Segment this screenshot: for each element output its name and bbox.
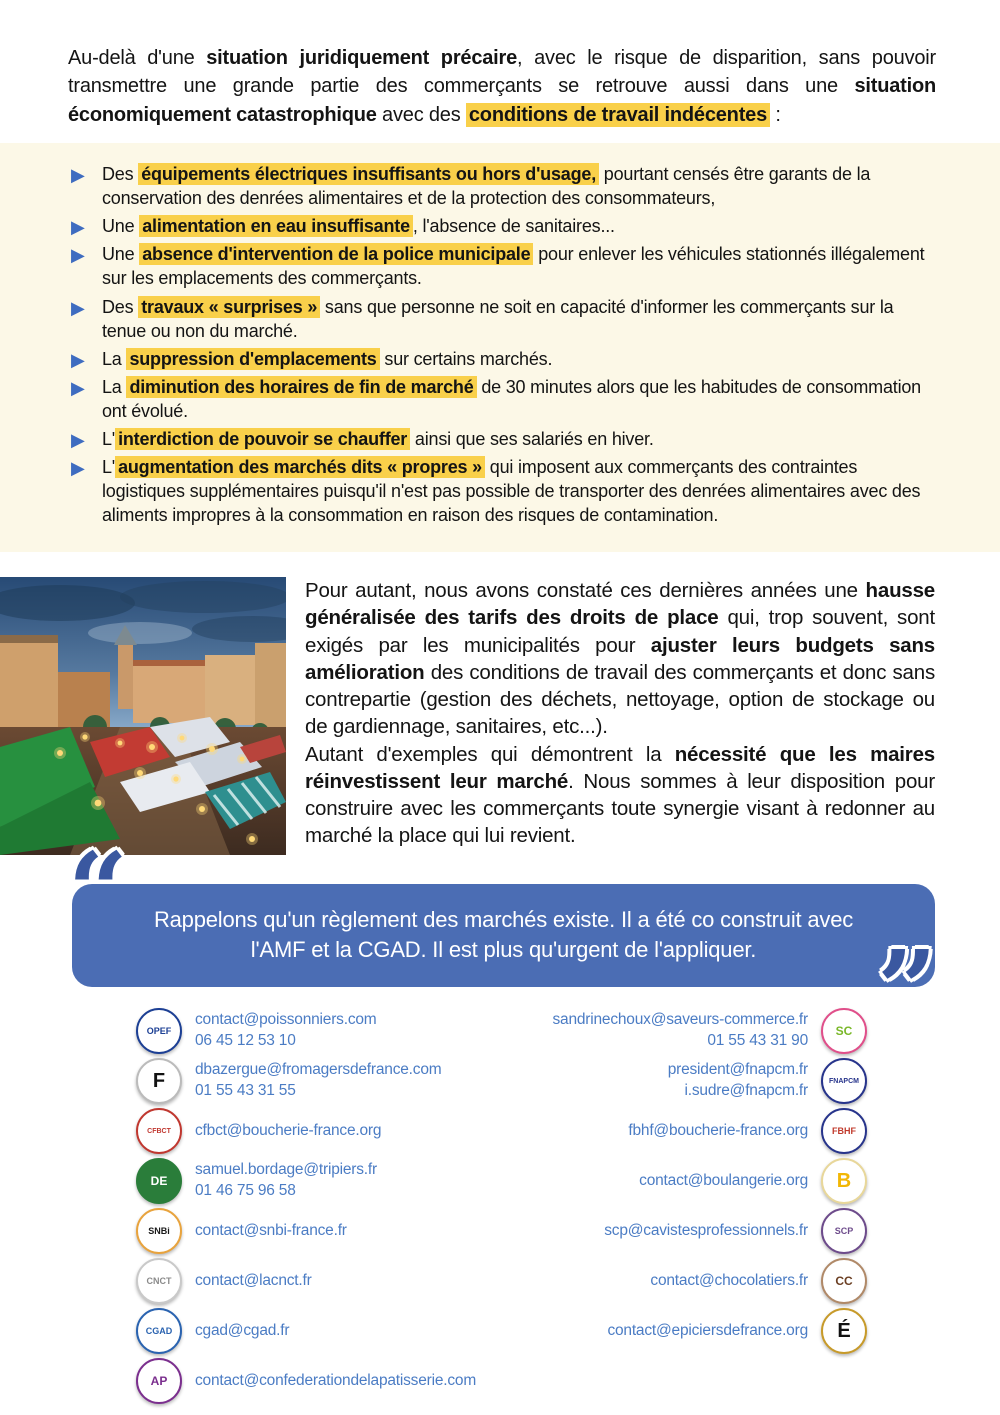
contact-lines bbox=[195, 1371, 476, 1392]
contact-lines bbox=[650, 1271, 808, 1292]
contact-lines bbox=[195, 1121, 381, 1142]
quote-box bbox=[72, 884, 935, 987]
issue-text: L' augmentation des marchés dits « propres » qui imposent aux commerçants des contraintes logistiques supplémentaires puisqu'il n'est pas possible de transporter des denrées alimentaires avec des aliments impropres à la consommation en raison des risques de contamination. bbox=[102, 457, 921, 526]
contact-lines bbox=[639, 1171, 808, 1192]
contact-email[interactable]: i.sudre@fnapcm.fr bbox=[684, 1082, 808, 1099]
contact-row bbox=[136, 1206, 476, 1256]
epiciers-de-france-logo-icon: É bbox=[821, 1308, 867, 1354]
contact-phone: 01 46 75 96 58 bbox=[195, 1182, 296, 1199]
triangle-bullet-icon: ▶ bbox=[71, 349, 85, 370]
contact-email[interactable]: contact@chocolatiers.fr bbox=[650, 1271, 808, 1289]
contact-email[interactable]: contact@lacnct.fr bbox=[195, 1271, 312, 1289]
contacts-left-column bbox=[136, 1006, 476, 1406]
contact-row bbox=[136, 1106, 476, 1156]
issue-item bbox=[71, 295, 936, 343]
contact-row bbox=[136, 1006, 476, 1056]
contact-row bbox=[552, 1306, 867, 1356]
intro-paragraph: Au-delà d'une situation juridiquement précaire, avec le risque de disparition, sans pouvoir transmettre une grande partie des commerçants se retrouve aussi dans une situation économiquement catastrophique avec des conditions de travail indécentes : bbox=[68, 47, 936, 126]
artisan-patissier-de-france-logo-icon: AP bbox=[136, 1358, 182, 1404]
contact-email[interactable]: cfbct@boucherie-france.org bbox=[195, 1121, 382, 1139]
issue-text: L' interdiction de pouvoir se chauffer ainsi que ses salariés en hiver. bbox=[102, 429, 654, 450]
issue-text: La suppression d'emplacements sur certains marchés. bbox=[102, 348, 553, 369]
contact-row bbox=[136, 1056, 476, 1106]
chocolatiers-confiseurs-logo-icon: CC bbox=[821, 1258, 867, 1304]
cfbct-logo-icon: CFBCT bbox=[136, 1108, 182, 1154]
contact-lines bbox=[604, 1221, 808, 1242]
issue-item bbox=[71, 375, 936, 423]
contacts-section bbox=[136, 1006, 867, 1406]
body-text bbox=[305, 577, 935, 850]
contact-email[interactable]: contact@poissonniers.com bbox=[195, 1011, 377, 1029]
contact-email[interactable]: contact@confederationdelapatisserie.com bbox=[195, 1371, 477, 1389]
issues-section bbox=[0, 143, 1000, 552]
triangle-bullet-icon: ▶ bbox=[71, 165, 85, 185]
contact-phone: 01 55 43 31 55 bbox=[195, 1082, 296, 1099]
triangle-bullet-icon: ▶ bbox=[71, 377, 85, 398]
issue-text: Des travaux « surprises » sans que personne ne soit en capacité d'informer les commerçants sur la tenue ou non du marché. bbox=[102, 296, 894, 341]
issue-text: Des équipements électriques insuffisants ou hors d'usage, pourtant censés être garants de la conservation des denrées alimentaires et de la protection des consommateurs, bbox=[102, 164, 871, 209]
issue-text: La diminution des horaires de fin de marché de 30 minutes alors que les habitudes de consommation ont évolué. bbox=[102, 376, 921, 421]
issue-item bbox=[71, 162, 936, 210]
issue-item bbox=[71, 242, 936, 290]
contact-email[interactable]: contact@boulangerie.org bbox=[639, 1171, 808, 1189]
cnct-logo-icon: CNCT bbox=[136, 1258, 182, 1304]
contact-email[interactable]: sandrinechoux@saveurs-commerce.fr bbox=[552, 1011, 808, 1029]
contact-email[interactable]: scp@cavistesprofessionnels.fr bbox=[604, 1221, 808, 1239]
issue-text: Une absence d'intervention de la police municipale pour enlever les véhicules stationnés illégalement sur les emplacements des commerçants. bbox=[102, 244, 925, 289]
contact-lines bbox=[195, 1160, 377, 1202]
contact-row bbox=[136, 1256, 476, 1306]
triangle-bullet-icon: ▶ bbox=[71, 430, 85, 451]
snbi-logo-icon: SNBi bbox=[136, 1208, 182, 1254]
market-photo-illustration bbox=[0, 577, 286, 855]
triangle-bullet-icon: ▶ bbox=[71, 217, 85, 238]
opef-logo-icon: OPEF bbox=[136, 1008, 182, 1054]
open-quote-icon: “ bbox=[68, 829, 128, 952]
contacts-right-column bbox=[552, 1006, 867, 1406]
issue-item bbox=[71, 427, 936, 451]
saveurs-commerce-logo-icon: SC bbox=[821, 1008, 867, 1054]
contact-row bbox=[552, 1256, 867, 1306]
contact-lines bbox=[195, 1010, 377, 1052]
contact-lines bbox=[195, 1060, 441, 1102]
fromagers-de-france-logo-icon: F bbox=[136, 1058, 182, 1104]
contact-lines bbox=[628, 1121, 808, 1142]
contact-email[interactable]: fbhf@boucherie-france.org bbox=[628, 1121, 808, 1139]
market-photo bbox=[0, 577, 286, 855]
contact-lines bbox=[195, 1271, 312, 1292]
tripiers-de-france-logo-icon: DE bbox=[136, 1158, 182, 1204]
contact-lines bbox=[668, 1060, 808, 1102]
boulangerie-logo-icon: B bbox=[821, 1158, 867, 1204]
contact-phone: 01 55 43 31 90 bbox=[707, 1032, 808, 1049]
contact-row bbox=[552, 1206, 867, 1256]
fbhf-logo-icon: FBHF bbox=[821, 1108, 867, 1154]
contact-email[interactable]: contact@snbi-france.fr bbox=[195, 1221, 347, 1239]
cgad-logo-icon: CGAD bbox=[136, 1308, 182, 1354]
issue-item bbox=[71, 347, 936, 371]
issue-text: Une alimentation en eau insuffisante , l'absence de sanitaires... bbox=[102, 216, 615, 237]
close-quote-icon: ” bbox=[877, 927, 937, 1050]
contact-row bbox=[136, 1156, 476, 1206]
quote-line-2: l'AMF et la CGAD. Il est plus qu'urgent de l'appliquer. bbox=[250, 937, 757, 963]
issue-item bbox=[71, 214, 936, 238]
contact-lines bbox=[607, 1321, 808, 1342]
contact-row bbox=[552, 1006, 867, 1056]
quote-line-1: Rappelons qu'un règlement des marchés existe. Il a été co construit avec bbox=[153, 907, 854, 932]
contact-row bbox=[136, 1356, 476, 1406]
body-paragraph-1: Pour autant, nous avons constaté ces dernières années une hausse généralisée des tarifs des droits de place qui, trop souvent, sont exigés par les municipalités pour ajuster leurs budgets sans amélioration des conditions de travail des commerçants et donc sans contrepartie (gestion des déchets, nettoyage, option de stockage ou de gardiennage, sanitaires, etc...). bbox=[305, 579, 935, 739]
contact-phone: 06 45 12 53 10 bbox=[195, 1032, 296, 1049]
body-paragraph-2: Autant d'exemples qui démontrent la nécessité que les maires réinvestissent leur marché. Nous sommes à leur disposition pour construire avec les commerçants toute synergie visant à redonner au marché la place qui lui revient. bbox=[305, 742, 936, 848]
contact-lines bbox=[552, 1010, 808, 1052]
contact-row bbox=[136, 1306, 476, 1356]
contact-email[interactable]: contact@epiciersdefrance.org bbox=[607, 1321, 808, 1339]
contact-email[interactable]: dbazergue@fromagersdefrance.com bbox=[195, 1061, 442, 1079]
triangle-bullet-icon: ▶ bbox=[71, 458, 85, 479]
contact-row bbox=[552, 1156, 867, 1206]
contact-row bbox=[552, 1056, 867, 1106]
issue-item bbox=[71, 455, 936, 527]
contact-lines bbox=[195, 1221, 347, 1242]
contact-email[interactable]: president@fnapcm.fr bbox=[667, 1061, 808, 1079]
contact-email[interactable]: cgad@cgad.fr bbox=[195, 1321, 290, 1339]
issues-list bbox=[71, 162, 936, 528]
triangle-bullet-icon: ▶ bbox=[71, 245, 85, 266]
fnapcm-logo-icon: FNAPCM bbox=[821, 1058, 867, 1104]
cavistes-professionnels-logo-icon: SCP bbox=[821, 1208, 867, 1254]
contact-row bbox=[552, 1106, 867, 1156]
contact-lines bbox=[195, 1321, 289, 1342]
triangle-bullet-icon: ▶ bbox=[71, 297, 85, 318]
contact-email[interactable]: samuel.bordage@tripiers.fr bbox=[195, 1161, 377, 1179]
